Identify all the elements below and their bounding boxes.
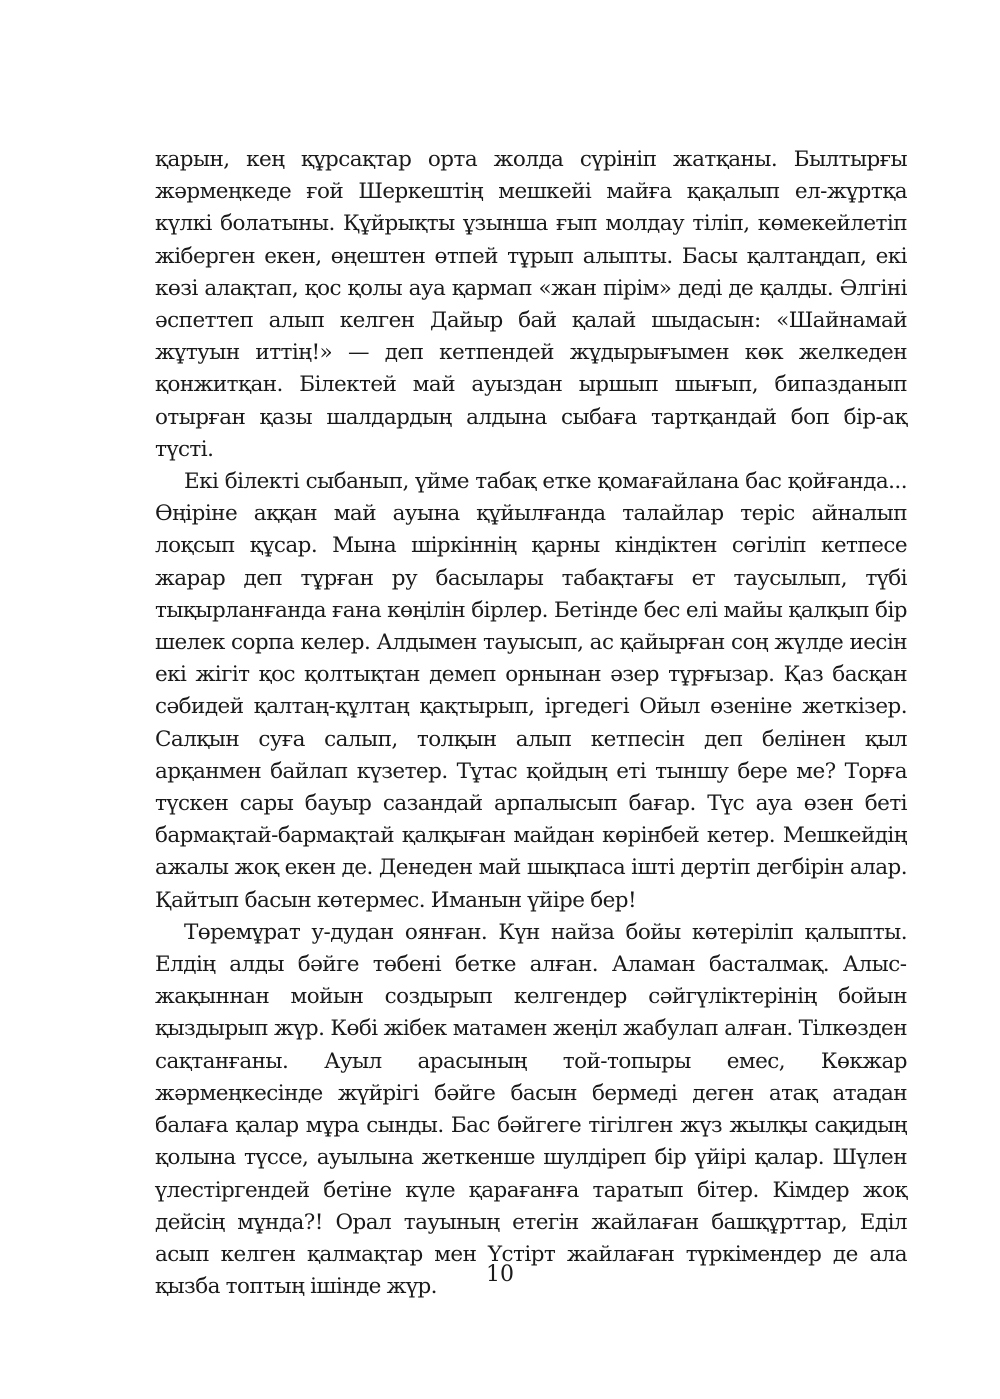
paragraph-continued: қарын, кең құрсақтар орта жолда сүрініп жатқаны. Былтырғы жәрмеңкеде ғой Шеркештің мешкейі майға қақалып ел-жұртқа күлкі болатыны. Құйрықты ұзынша ғып молдау тіліп, көмекейлетіп жіберген екен, өңештен өтпей тұрып алыпты. Басы қалтаңдап, екі көзі алақтап, қос қолы ауа қармап «жан пірім» деді де қалды. Әлгіні әспеттеп алып келген Дайыр бай қалай шыдасын: «Шайнамай жұтуын иттің!» — деп кетпендей жұдырығымен көк желкеден қонжитқан. Білектей май ауыздан ыршып шығып, бипазданып отырған қазы шалдардың алдына сыбаға тартқандай боп бір-ақ түсті. bbox=[155, 147, 907, 462]
body-text bbox=[155, 144, 907, 1303]
page-number: 10 bbox=[486, 1262, 514, 1287]
paragraph: Екі білекті сыбанып, үйме табақ етке қомағайлана бас қойғанда... Өңіріне аққан май ауына құйылғанда талайлар теріс айналып лоқсып құсар. Мына шіркіннің қарны кіндіктен сөгіліп кетпесе жарар деп тұрған ру басылары табақтағы ет таусылып, түбі тықырланғанда ғана көңілін бірлер. Бетінде бес елі майы қалқып бір шелек сорпа келер. Алдымен тауысып, ас қайырған соң жүлде иесін екі жігіт қос қолтықтан демеп орнынан әзер тұрғызар. Қаз басқан сәбидей қалтаң-құлтаң қақтырып, іргедегі Ойыл өзеніне жеткізер. Салқын суға салып, толқын алып кетпесін деп белінен қыл арқанмен байлап күзетер. Тұтас қойдың еті тыншу бере ме? Торға түскен сары бауыр сазандай арпалысып бағар. Түс ауа өзен беті бармақтай-бармақтай қалқыған майдан көрінбей кетер. Мешкейдің ажалы жоқ екен де. Денеден май шықпаса ішті дертіп дегбірін алар. Қайтып басын көтермес. Иманын үйіре бер! bbox=[155, 469, 907, 913]
paragraph: Төремұрат у-дудан оянған. Күн найза бойы көтеріліп қалыпты. Елдің алды бәйге төбені бетке алған. Аламан басталмақ. Алысжақыннан мойын создырып келгендер сәйгүліктерінің бойын қыздырып жүр. Көбі жібек матамен жеңіл жабулап алған. Тілкөзден сақтанғаны. Ауыл арасының той-топыры емес, Көкжар жәрмеңкесінде жүйрігі бәйге басын бермеді деген атақ атадан балаға қалар мұра сынды. Бас бәйгеге тігілген жүз жылқы сақидың қолына түссе, ауылына жеткенше шулдіреп бір үйірі қалар. Шүлен үлестіргендей бетіне күле қарағанға таратып бітер. Кімдер жоқ дейсің мұнда?! Орал тауының етегін жайлаған башқұрттар, Еділ асып келген қалмақтар мен Үстірт жайлаған түркімендер де ала қызба топтың ішінде жүр. bbox=[155, 919, 907, 1300]
